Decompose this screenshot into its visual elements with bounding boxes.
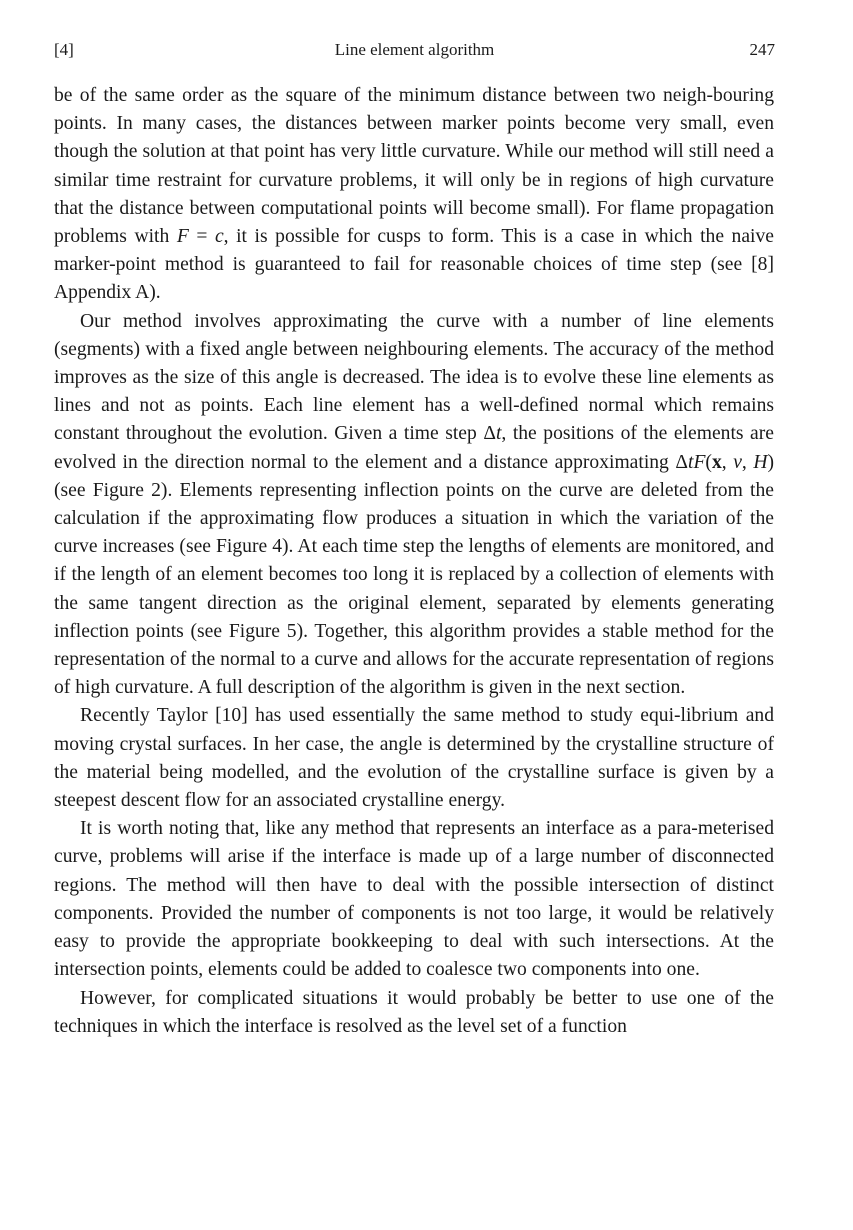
paragraph [54, 815, 774, 984]
text-run: , [721, 451, 734, 473]
math-vector: x [711, 451, 722, 473]
paragraph [54, 702, 774, 815]
page-number: 247 [749, 40, 775, 59]
running-header [54, 40, 775, 64]
section-number: [4] [54, 40, 74, 59]
math-symbol: H [753, 451, 768, 473]
text-run: ( [705, 451, 712, 473]
text-run: , the positions of the elements are evolved in the direction normal to the element and a distance approximating Δ [54, 423, 774, 473]
text-run: be of the same order as the square of the minimum distance between two neigh-bouring points. In many cases, the distances between marker points become very small, even though the solution at that point has very little curvature. While our method will still need a similar time restraint for curvature problems, it will only be in regions of high curvature that the distance between computational points will become small). For flame propagation problems with [54, 85, 774, 248]
math-symbol: ν [733, 451, 742, 473]
paragraph [54, 82, 774, 308]
body-text [54, 82, 774, 1041]
text-run: , it is possible for cusps to form. This is a case in which the naive marker-point method is guaranteed to fail for reasonable choices of time step (see [8] Appendix A). [54, 226, 774, 304]
text-run: However, for complicated situations it would probably be better to use one of the techniques in which the interface is resolved as the level set of a function [54, 987, 774, 1037]
running-title: Line element algorithm [334, 40, 495, 59]
text-run: = [188, 226, 215, 248]
math-symbol: F [176, 226, 189, 248]
text-run: Our method involves approximating the curve with a number of line elements (segments) with a fixed angle between neighbouring elements. The accuracy of the method improves as the size of this angle is decreased. The idea is to evolve these line elements as lines and not as points. Each line element has a well-defined normal which remains constant throughout the evolution. Given a time step Δ [54, 310, 774, 445]
math-symbol: c [214, 226, 224, 248]
text-run: , [741, 451, 754, 473]
math-symbol: tF [688, 451, 706, 473]
math-symbol: t [495, 423, 502, 445]
text-run: Recently Taylor [10] has used essentially the same method to study equi-librium and moving crystal surfaces. In her case, the angle is determined by the crystalline structure of the material being modelled, and the evolution of the crystalline surface is given by a steepest descent flow for an associated crystalline energy. [54, 705, 774, 812]
text-run: ) (see Figure 2). Elements representing inflection points on the curve are deleted from the calculation if the approximating flow produces a situation in which the variation of the curve increases (see Figure 4). At each time step the lengths of elements are monitored, and if the length of an element becomes too long it is replaced by a collection of elements with the same tangent direction as the original element, separated by elements generating inflection points (see Figure 5). Together, this algorithm provides a stable method for the representation of the normal to a curve and allows for the accurate representation of regions of high curvature. A full description of the algorithm is given in the next section. [54, 451, 775, 699]
paragraph [54, 985, 774, 1041]
paragraph [54, 308, 774, 703]
text-run: It is worth noting that, like any method that represents an interface as a para-meterised curve, problems will arise if the interface is made up of a large number of disconnected regions. The method will then have to deal with the possible intersection of distinct components. Provided the number of components is not too large, it would be relatively easy to provide the appropriate bookkeeping to deal with such intersections. At the intersection points, elements could be added to coalesce two components into one. [54, 818, 774, 981]
